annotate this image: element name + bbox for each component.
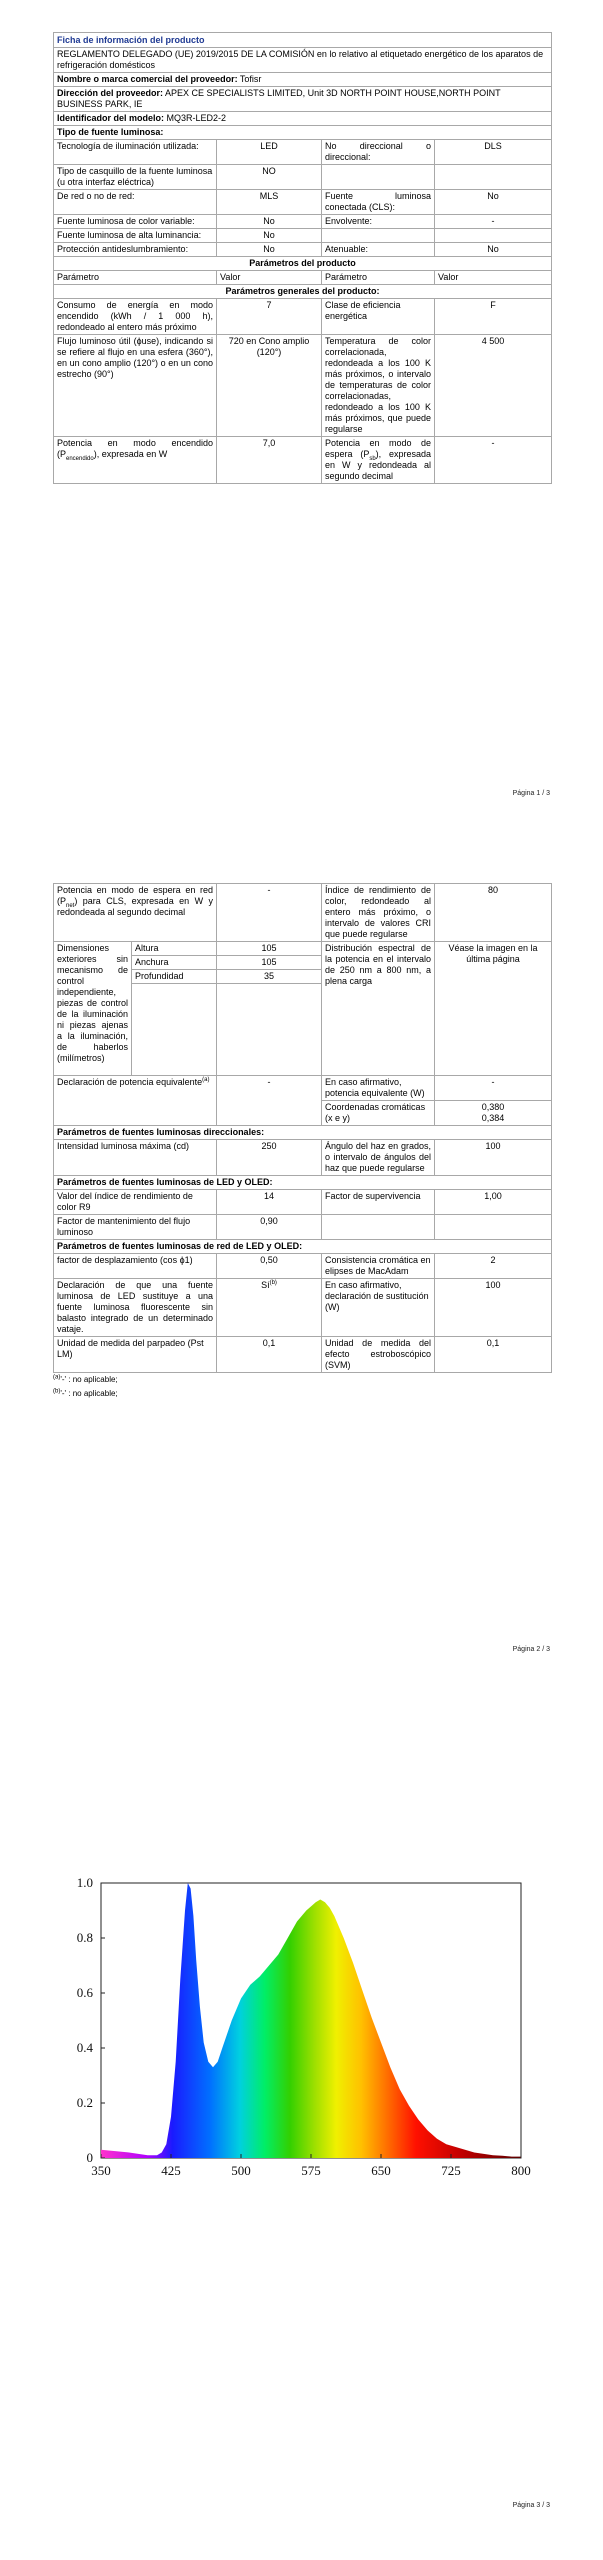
page-title: Ficha de información del producto	[54, 33, 552, 48]
cap-type-value: NO	[217, 165, 322, 190]
mains-label: De red o no de red:	[54, 190, 217, 215]
height-value: 105	[217, 942, 322, 956]
network-standby-value: -	[217, 884, 322, 942]
page-number-2: Página 2 / 3	[512, 1646, 550, 1653]
high-luminance-value: No	[217, 229, 322, 243]
spectral-distribution-chart	[70, 1875, 540, 2190]
equivalent-power-value: -	[217, 1076, 322, 1126]
color-temperature-value: 4 500	[435, 335, 552, 437]
color-tunable-value: No	[217, 215, 322, 229]
y-tick-label: 0	[86, 2150, 93, 2165]
x-tick-label: 725	[441, 2163, 461, 2178]
replacement-watts-value: 100	[435, 1279, 552, 1337]
chromaticity-y: 0,384	[481, 1113, 505, 1123]
survival-factor-value: 1,00	[435, 1190, 552, 1215]
chromaticity-x: 0,380	[481, 1102, 505, 1112]
equivalent-power-note: (a)	[202, 1077, 210, 1083]
y-tick-label: 0.6	[76, 1985, 93, 2000]
empty-cell	[322, 1215, 435, 1240]
dimmable-value: No	[435, 243, 552, 257]
lumen-maintenance-label: Factor de mantenimiento del flujo luminoso	[54, 1215, 217, 1240]
efficiency-class-value: F	[435, 299, 552, 335]
directional-params-header: Parámetros de fuentes luminosas direccionales:	[54, 1126, 552, 1140]
high-luminance-label: Fuente luminosa de alta luminancia:	[54, 229, 217, 243]
replacement-claim-value	[217, 1279, 322, 1337]
stroboscopic-value: 0,1	[435, 1337, 552, 1373]
network-standby-sub: net	[66, 902, 75, 909]
equivalent-power-text: Declaración de potencia equivalente	[57, 1077, 203, 1087]
cap-type-label-main: Tipo de casquillo de la fuente luminosa	[57, 166, 213, 176]
standby-power-text-end: ), expresada en W y redondeada al segundo decimal	[325, 449, 431, 481]
energy-consumption-label: Consumo de energía en modo encendido (kWh / 1 000 h), redondeado al entero más próximo	[54, 299, 217, 335]
supplier-name-label: Nombre o marca comercial del proveedor:	[57, 74, 238, 84]
replacement-claim-note: (b)	[269, 1280, 277, 1286]
color-temperature-label: Temperatura de color correlacionada, redondeada a los 100 K más próximos, o intervalo de temperaturas de color correlacionadas, redondeado a los 100 K más próximos, que puede regularse	[322, 335, 435, 437]
empty-cell	[435, 229, 552, 243]
col-header-value: Valor	[217, 271, 322, 285]
empty-cell	[322, 229, 435, 243]
col-header-param: Parámetro	[54, 271, 217, 285]
footnotes	[53, 1373, 551, 1401]
cri-value: 80	[435, 884, 552, 942]
on-mode-power-label	[54, 437, 217, 484]
energy-consumption-value: 7	[217, 299, 322, 335]
on-mode-power-text: Potencia en modo encendido (P	[57, 438, 213, 459]
directional-label: No direccional o direccional:	[322, 140, 435, 165]
page-number-1: Página 1 / 3	[512, 790, 550, 797]
color-tunable-label: Fuente luminosa de color variable:	[54, 215, 217, 229]
displacement-factor-label: factor de desplazamiento (cos ϕ1)	[54, 1254, 217, 1279]
empty-cell	[435, 165, 552, 190]
anti-glare-value: No	[217, 243, 322, 257]
replacement-watts-label: En caso afirmativo, declaración de sustitución (W)	[322, 1279, 435, 1337]
color-consistency-label: Consistencia cromática en elipses de MacAdam	[322, 1254, 435, 1279]
model-row	[54, 112, 552, 126]
r9-label: Valor del índice de rendimiento de color R9	[54, 1190, 217, 1215]
stroboscopic-label: Unidad de medida del efecto estroboscópico (SVM)	[322, 1337, 435, 1373]
anti-glare-label: Protección antideslumbramiento:	[54, 243, 217, 257]
technology-label: Tecnología de iluminación utilizada:	[54, 140, 217, 165]
technology-value: LED	[217, 140, 322, 165]
flicker-value: 0,1	[217, 1337, 322, 1373]
standby-power-text: Potencia en modo de espera (P	[325, 438, 431, 459]
depth-label: Profundidad	[132, 970, 217, 984]
y-tick-label: 0.8	[76, 1930, 93, 1945]
replacement-claim-label: Declaración de que una fuente luminosa de LED sustituye a una fuente luminosa fluorescente sin balasto integrado de un determinado vataje.	[54, 1279, 217, 1337]
footnote-b	[53, 1387, 551, 1401]
chromaticity-value	[435, 1101, 552, 1126]
mains-led-params-header: Parámetros de fuentes luminosas de red de LED y OLED:	[54, 1240, 552, 1254]
cri-label: Índice de rendimiento de color, redondeado al entero más próximo, o intervalo de valores CRI que puede regularse	[322, 884, 435, 942]
standby-power-value: -	[435, 437, 552, 484]
equivalent-power-label	[54, 1076, 217, 1126]
dimmable-label: Atenuable:	[322, 243, 435, 257]
dimensions-label: Dimensiones exteriores sin mecanismo de control independiente, piezas de control de la iluminación ni piezas ajenas a la iluminación, de haberlos (milímetros)	[54, 942, 132, 1076]
spectral-distribution-label: Distribución espectral de la potencia en el intervalo de 250 nm a 800 nm, a plena carga	[322, 942, 435, 1076]
supplier-name-row	[54, 73, 552, 87]
product-info-table-2	[53, 883, 552, 1373]
x-tick-label: 650	[371, 2163, 391, 2178]
chromaticity-label: Coordenadas cromáticas (x e y)	[322, 1101, 435, 1126]
regulation-text: REGLAMENTO DELEGADO (UE) 2019/2015 DE LA COMISIÓN en lo relativo al etiquetado energético de los aparatos de refrigeración domésticos	[54, 48, 552, 73]
spectral-distribution-value: Véase la imagen en la última página	[435, 942, 552, 1076]
supplier-address-row	[54, 87, 552, 112]
empty-cell	[435, 1215, 552, 1240]
page-2	[53, 883, 551, 1401]
mains-value: MLS	[217, 190, 322, 215]
cap-type-label-sub: (u otra interfaz eléctrica)	[57, 177, 155, 187]
x-tick-label: 425	[161, 2163, 181, 2178]
peak-intensity-value: 250	[217, 1140, 322, 1176]
displacement-factor-value: 0,50	[217, 1254, 322, 1279]
footnote-a-mark: (a)	[53, 1374, 61, 1381]
col-header-value: Valor	[435, 271, 552, 285]
x-tick-label: 350	[91, 2163, 111, 2178]
footnote-a	[53, 1373, 551, 1387]
empty-cell	[322, 165, 435, 190]
empty-cell	[132, 984, 217, 1076]
col-header-param: Parámetro	[322, 271, 435, 285]
survival-factor-label: Factor de supervivencia	[322, 1190, 435, 1215]
peak-intensity-label: Intensidad luminosa máxima (cd)	[54, 1140, 217, 1176]
equivalent-watts-value: -	[435, 1076, 552, 1101]
envelope-value: -	[435, 215, 552, 229]
directional-value: DLS	[435, 140, 552, 165]
beam-angle-value: 100	[435, 1140, 552, 1176]
envelope-label: Envolvente:	[322, 215, 435, 229]
cls-label: Fuente luminosa conectada (CLS):	[322, 190, 435, 215]
y-tick-label: 0.4	[76, 2040, 93, 2055]
network-standby-label	[54, 884, 217, 942]
replacement-claim-text: Sí	[261, 1280, 270, 1290]
supplier-address-label: Dirección del proveedor:	[57, 88, 164, 98]
model-label: Identificador del modelo:	[57, 113, 165, 123]
product-info-table-1	[53, 32, 552, 484]
r9-value: 14	[217, 1190, 322, 1215]
efficiency-class-label: Clase de eficiencia energética	[322, 299, 435, 335]
luminous-flux-label: Flujo luminoso útil (ϕuse), indicando si se refiere al flujo en una esfera (360°), en un cono amplio (120°) o en un cono estrecho (90°)	[54, 335, 217, 437]
width-value: 105	[217, 956, 322, 970]
supplier-address: APEX CE SPECIALISTS LIMITED, Unit 3D NORTH POINT HOUSE,NORTH POINT BUSINESS PARK, IE	[57, 88, 501, 109]
flicker-label: Unidad de medida del parpadeo (Pst LM)	[54, 1337, 217, 1373]
source-type-header: Tipo de fuente luminosa:	[54, 126, 552, 140]
equivalent-watts-label: En caso afirmativo, potencia equivalente (W)	[322, 1076, 435, 1101]
page-1	[53, 32, 551, 484]
model-id: MQ3R-LED2-2	[166, 113, 227, 123]
cap-type-label	[54, 165, 217, 190]
color-consistency-value: 2	[435, 1254, 552, 1279]
footnote-b-text: '-' : no aplicable;	[60, 1389, 118, 1398]
y-tick-label: 0.2	[76, 2095, 93, 2110]
on-mode-power-sub: encendido	[66, 455, 94, 462]
on-mode-power-text-end: ), expresada en W	[93, 449, 168, 459]
network-standby-text-end: ) para CLS, expresada en W y redondeada al segundo decimal	[57, 896, 214, 917]
lumen-maintenance-value: 0,90	[217, 1215, 322, 1240]
beam-angle-label: Ángulo del haz en grados, o intervalo de ángulos del haz que puede regularse	[322, 1140, 435, 1176]
standby-power-sub: sb	[369, 455, 376, 462]
supplier-name: Tofisr	[239, 74, 262, 84]
product-params-header: Parámetros del producto	[54, 257, 552, 271]
network-standby-text: Potencia en modo de espera en red (P	[57, 885, 214, 906]
x-tick-label: 575	[301, 2163, 321, 2178]
width-label: Anchura	[132, 956, 217, 970]
page-number-3: Página 3 / 3	[512, 2502, 550, 2509]
depth-value: 35	[217, 970, 322, 984]
footnote-b-mark: (b)	[53, 1388, 61, 1395]
empty-cell	[217, 984, 322, 1076]
cls-value: No	[435, 190, 552, 215]
standby-power-label	[322, 437, 435, 484]
led-params-header: Parámetros de fuentes luminosas de LED y OLED:	[54, 1176, 552, 1190]
x-tick-label: 500	[231, 2163, 251, 2178]
y-tick-label: 1.0	[76, 1875, 93, 1890]
footnote-a-text: '-' : no aplicable;	[60, 1375, 118, 1384]
on-mode-power-value: 7,0	[217, 437, 322, 484]
height-label: Altura	[132, 942, 217, 956]
x-tick-label: 800	[511, 2163, 531, 2178]
luminous-flux-value: 720 en Cono amplio (120°)	[217, 335, 322, 437]
general-params-header: Parámetros generales del producto:	[54, 285, 552, 299]
